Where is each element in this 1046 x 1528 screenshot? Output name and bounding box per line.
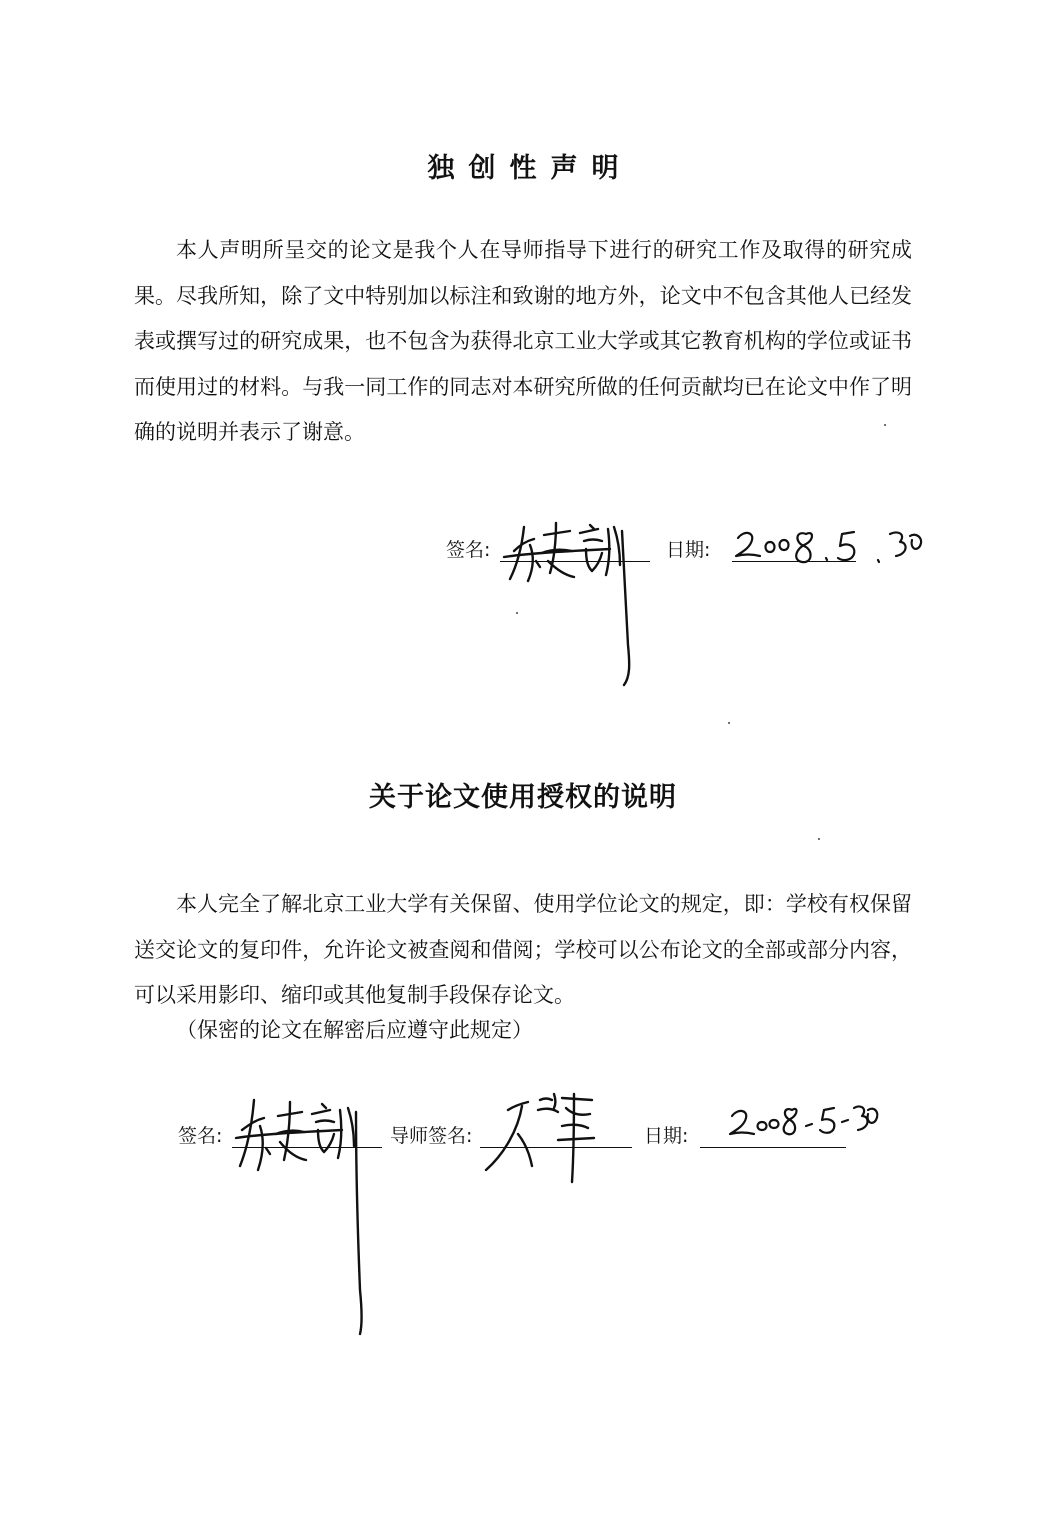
authorization-date-line (700, 1147, 846, 1148)
declaration-signature-label: 签名: (446, 539, 491, 561)
authorization-signature-label: 签名: (178, 1125, 223, 1147)
advisor-handwritten-signature (482, 1090, 602, 1190)
scan-speck (728, 722, 730, 724)
authorization-date-label: 日期: (644, 1125, 689, 1147)
declaration-handwritten-signature (500, 505, 660, 690)
scan-speck (516, 612, 518, 614)
declaration-handwritten-date (734, 520, 924, 570)
scan-speck (884, 424, 886, 426)
declaration-title: 独创性声明 (427, 153, 633, 184)
advisor-signature-label: 导师签名: (390, 1125, 473, 1147)
authorization-body: 本人完全了解北京工业大学有关保留、使用学位论文的规定，即：学校有权保留送交论文的复印件，允许论文被查阅和借阅；学校可以公布论文的全部或部分内容，可以采用影印、缩印或其他复制手段保存论文。 (134, 892, 912, 1007)
confidentiality-note: （保密的论文在解密后应遵守此规定） (176, 1018, 533, 1042)
declaration-date-label: 日期: (666, 539, 711, 561)
authorization-student-handwritten-signature (232, 1090, 392, 1340)
authorization-title: 关于论文使用授权的说明 (369, 782, 677, 813)
declaration-body: 本人声明所呈交的论文是我个人在导师指导下进行的研究工作及取得的研究成果。尽我所知，除了文中特别加以标注和致谢的地方外，论文中不包含其他人已经发表或撰写过的研究成果，也不包含为获得北京工业大学或其它教育机构的学位或证书而使用过的材料。与我一同工作的同志对本研究所做的任何贡献均已在论文中作了明确的说明并表示了谢意。 (134, 238, 912, 444)
scan-speck (818, 838, 820, 840)
authorization-handwritten-date (730, 1098, 880, 1146)
